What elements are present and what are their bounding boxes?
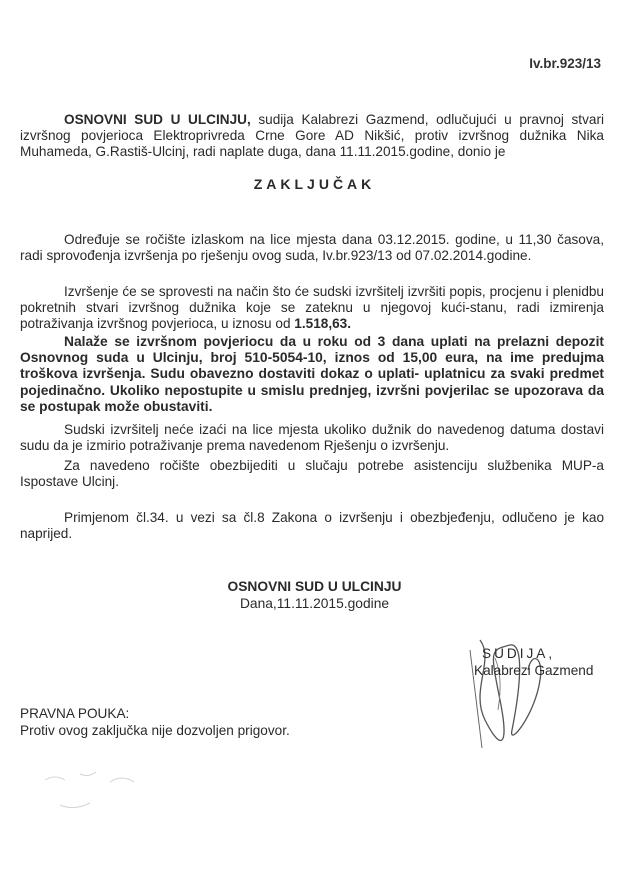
document-title: ZAKLJUČAK: [253, 176, 376, 192]
paragraph-hearing-text: Određuje se ročište izlaskom na lice mjesta dana 03.12.2015. godine, u 11,30 časova, radi sprovođenja izvršenja po rješenju ovog suda, Iv.br.923/13 od 07.02.2014.godine.: [20, 232, 604, 264]
paragraph-deposit-order: [20, 334, 604, 415]
signature-role: SUDIJA,: [482, 646, 556, 661]
scan-smudge: [40, 760, 180, 820]
claim-amount: 1.518,63.: [294, 316, 351, 332]
legal-notice-heading: PRAVNA POUKA:: [20, 706, 130, 721]
footer-date: Dana,11.11.2015.godine: [239, 596, 390, 611]
signature-block: [474, 645, 593, 679]
paragraph-hearing: [20, 232, 604, 264]
paragraph-legal-basis: [20, 510, 604, 542]
paragraph-execution-text: Izvršenje će se sprovesti na način što će sudski izvršitelj izvršiti popis, procjenu i plenidbu pokretnih stvari izvršnog dužnika koje se zateknu u njegovoj kući-stanu, radi izmirenja potraživanja izvršnog povjerioca, u iznosu od: [20, 284, 604, 332]
intro-paragraph: [20, 112, 604, 161]
legal-notice: [20, 705, 290, 739]
court-name: OSNOVNI SUD U ULCINJU,: [64, 112, 251, 127]
paragraph-debtor-payment: [20, 422, 604, 454]
paragraph-execution: [20, 284, 604, 333]
intro-text: sudija Kalabrezi Gazmend, odlučujući u pravnoj stvari izvršnog povjerioca Elektroprivreda Crne Gore AD Nikšić, protiv izvršnog dužnika Nika Muhameda, G.Rastiš-Ulcinj, radi naplate duga, dana 11.11.2015.godine, donio je: [20, 112, 604, 160]
paragraph-deposit-order-text: Nalaže se izvršnom povjeriocu da u roku od 3 dana uplati na prelazni depozit Osnovnog suda u Ulcinju, broj 510-5054-10, iznos od 15,00 eura, na ime predujma troškova izvršenja. Sudu obavezno dostaviti dokaz o uplati- uplatnicu za svaki predmet pojedinačno. Ukoliko nepostupite u smislu prednjeg, izvršni povjerilac se upozorava da se postupak može obustaviti.: [20, 334, 604, 414]
footer-court-name: OSNOVNI SUD U ULCINJU: [227, 579, 402, 594]
footer-block: [0, 578, 629, 612]
paragraph-police-assistance: [20, 458, 604, 490]
paragraph-debtor-payment-text: Sudski izvršitelj neće izaći na lice mjesta ukoliko dužnik do navedenog datuma dostavi sudu da je izmirio potraživanje prema navedenom Rješenju o izvršenju.: [20, 422, 604, 454]
signature-name: Kalabrezi Gazmend: [474, 663, 594, 678]
legal-notice-text: Protiv ovog zaključka nije dozvoljen prigovor.: [20, 723, 290, 738]
paragraph-police-assistance-text: Za navedeno ročište obezbijediti u slučaju potrebe asistenciju službenika MUP-a Ispostave Ulcinj.: [20, 458, 604, 490]
case-number: Iv.br.923/13: [529, 56, 601, 71]
paragraph-legal-basis-text: Primjenom čl.34. u vezi sa čl.8 Zakona o izvršenju i obezbjeđenju, odlučeno je kao naprijed.: [20, 510, 604, 542]
